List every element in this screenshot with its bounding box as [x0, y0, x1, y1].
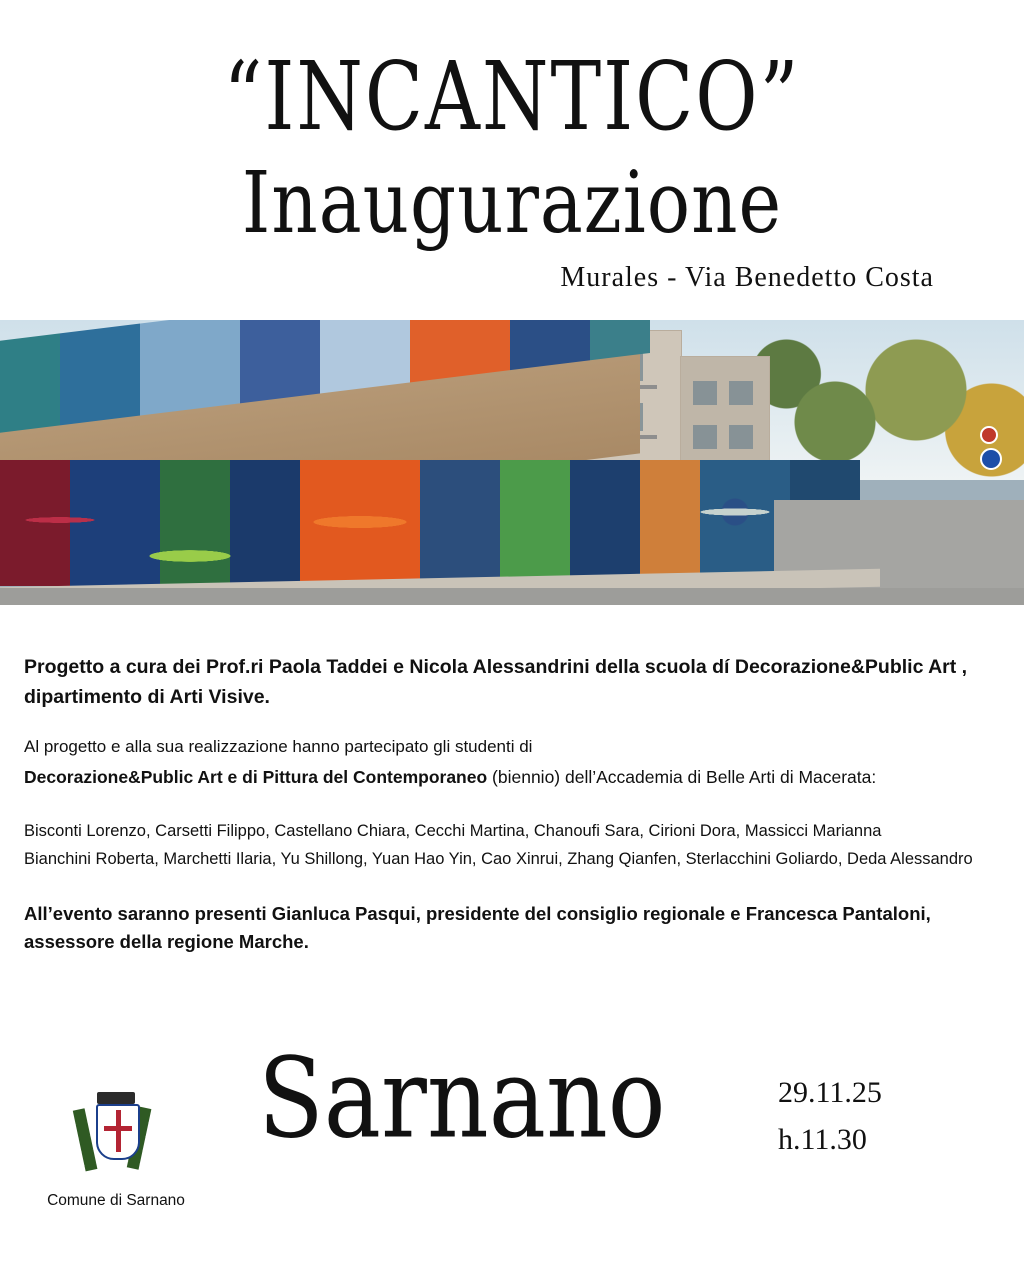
event-when [778, 1070, 882, 1163]
crest-crown [97, 1092, 135, 1104]
municipality-block [36, 1092, 196, 1210]
mural-lower-section [0, 460, 860, 586]
municipal-crest-icon [79, 1092, 153, 1176]
municipality-label: Comune di Sarnano [47, 1192, 185, 1209]
window [693, 425, 717, 449]
footer [0, 1012, 1024, 1280]
students-line-1: Bisconti Lorenzo, Carsetti Filippo, Castellano Chiara, Cecchi Martina, Chanoufi Sara, Cirioni Dora, Massicci Marianna [24, 822, 882, 841]
window [729, 425, 753, 449]
window [693, 381, 717, 405]
guests-paragraph: All’evento saranno presenti Gianluca Pasqui, presidente del consiglio regionale e Francesca Pantaloni, assessore della regione Marche. [24, 902, 931, 953]
participants-courses [24, 764, 1000, 791]
body-text [0, 605, 1024, 956]
project-lead-paragraph: Progetto a cura dei Prof.ri Paola Taddei e Nicola Alessandrini della scuola dí Decorazione&Public Art , dipartimento di Arti Visive. [24, 656, 968, 708]
students-list [24, 817, 1000, 873]
participants-intro: Al progetto e alla sua realizzazione hanno partecipato gli studenti di [24, 736, 533, 756]
town-name: Sarnano [258, 1034, 666, 1163]
page-title: “INCANTICO” [223, 40, 801, 152]
event-date: 29.11.25 [778, 1076, 882, 1109]
students-line-2: Bianchini Roberta, Marchetti Ilaria, Yu Shillong, Yuan Hao Yin, Cao Xinrui, Zhang Qianfen, Sterlacchini Goliardo, Deda Alessandro [24, 850, 973, 869]
participants-courses-bold: Decorazione&Public Art e di Pittura del Contemporaneo [24, 767, 488, 788]
page-subtitle: Inaugurazione [241, 153, 783, 253]
crest-shield [96, 1104, 140, 1160]
mural-photo [0, 320, 1024, 605]
participants-courses-rest: (biennio) dell’Accademia di Belle Arti di Macerata: [487, 767, 877, 788]
window [729, 381, 753, 405]
title-block [0, 0, 1024, 294]
photo-road [0, 588, 1024, 605]
title-location: Murales - Via Benedetto Costa [560, 262, 934, 294]
event-time: h.11.30 [778, 1122, 867, 1156]
